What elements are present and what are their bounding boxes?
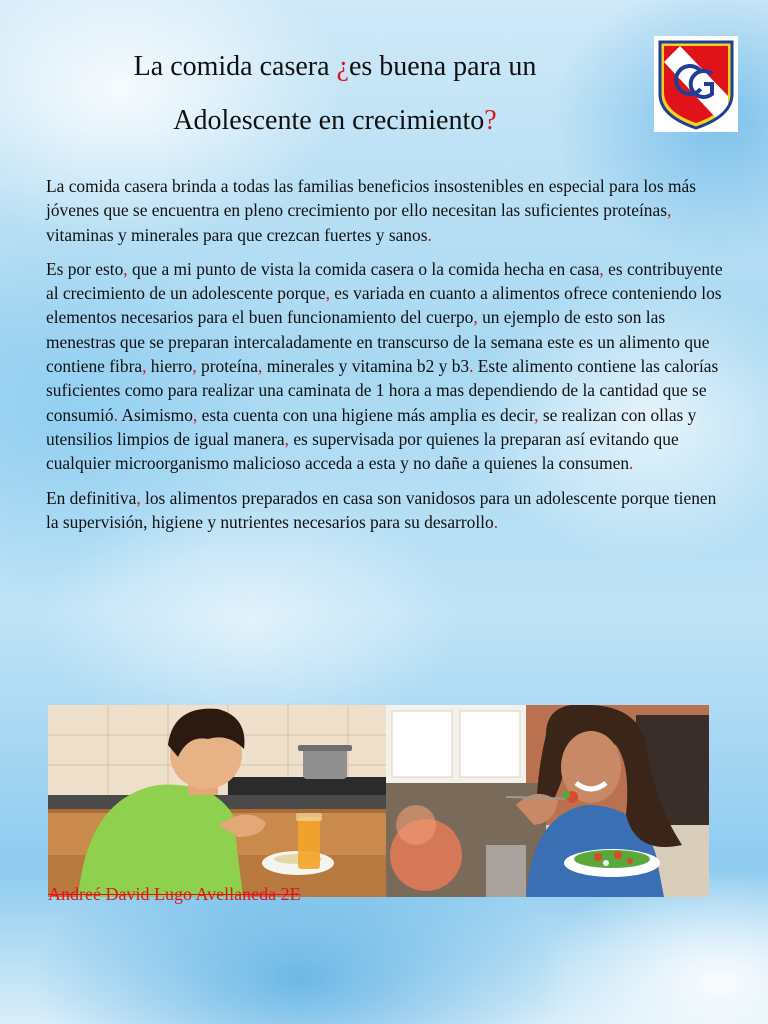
paragraph-text: proteína: [196, 356, 259, 377]
paragraph-text: es contribuyente al crecimiento de un adolescente porque: [46, 258, 723, 304]
red-punctuation: ,: [473, 307, 478, 328]
title-line-1: La comida casera ¿es buena para un: [133, 51, 537, 82]
paragraph-text: vitaminas y minerales para que crezcan fuertes y sanos: [46, 224, 428, 245]
paragraph-text: La comida casera brinda a todas las familias beneficios insostenibles en especial para los más jóvenes que se encuentra en pleno crecimiento por ello necesitan las suficientes proteínas: [46, 176, 696, 221]
paragraph-3: [46, 486, 726, 535]
red-punctuation: .: [427, 224, 432, 245]
paragraph-text: Asimismo: [118, 404, 193, 425]
boy-eating-photo: [48, 705, 386, 897]
girl-eating-salad-photo: [386, 705, 709, 897]
paragraph-text: En definitiva: [46, 487, 137, 508]
red-punctuation: ,: [534, 404, 539, 425]
red-punctuation: ,: [192, 356, 197, 377]
author-name: Andreé David Lugo Avellaneda 2E: [48, 884, 301, 904]
paragraph-text: hierro: [146, 356, 193, 377]
red-punctuation: ,: [142, 356, 147, 377]
article-body: [46, 174, 726, 544]
red-punctuation: ,: [258, 356, 263, 377]
question-mark-close: ?: [484, 105, 497, 136]
red-punctuation: ,: [284, 428, 289, 449]
red-punctuation: ,: [123, 258, 128, 279]
paragraph-text: minerales y vitamina b2 y b3: [262, 356, 470, 377]
red-punctuation: ,: [599, 258, 604, 279]
paragraph-text: un ejemplo de esto son las menestras que se preparan intercaladamente en transcurso de la semana este es un alimento que contiene fibra: [46, 307, 710, 377]
paragraph-text: esta cuenta con una higiene más amplia es decir: [197, 404, 535, 425]
school-logo: [654, 36, 738, 132]
paragraph-text: que a mi punto de vista la comida casera o la comida hecha en casa: [127, 258, 600, 279]
red-punctuation: ,: [667, 200, 672, 221]
red-punctuation: .: [493, 511, 499, 532]
red-punctuation: .: [629, 453, 634, 474]
paragraph-2: [46, 257, 726, 476]
paragraph-text: los alimentos preparados en casa son vanidosos para un adolescente porque tienen la supervisión, higiene y nutrientes necesarios para su desarrollo: [46, 487, 717, 532]
paragraph-text: es variada en cuanto a alimentos ofrece conteniendo los elementos necesarios para el buen funcionamiento del cuerpo: [46, 283, 722, 328]
paragraph-text: Este alimento contiene las calorías suficientes como para realizar una caminata de 1 hora a mas dependiendo de la cantidad que se consumió: [46, 356, 719, 425]
red-punctuation: ,: [136, 487, 141, 508]
paragraph-text: Es por esto: [46, 258, 124, 279]
red-punctuation: .: [469, 356, 474, 377]
paragraph-text: se realizan con ollas y utensilios limpios de igual manera: [46, 404, 697, 449]
question-mark-open: ¿: [336, 51, 349, 82]
page-title: [40, 40, 630, 148]
paragraph-text: es supervisada por quienes la preparan así evitando que cualquier microorganismo malicioso acceda a esta y no dañe a quienes la consumen: [46, 428, 679, 474]
title-line-2: Adolescente en crecimiento?: [173, 105, 497, 136]
red-punctuation: ,: [192, 404, 198, 425]
photo-strip: [48, 705, 709, 897]
red-punctuation: .: [113, 404, 118, 425]
paragraph-1: [46, 174, 726, 247]
red-punctuation: ,: [325, 283, 330, 304]
